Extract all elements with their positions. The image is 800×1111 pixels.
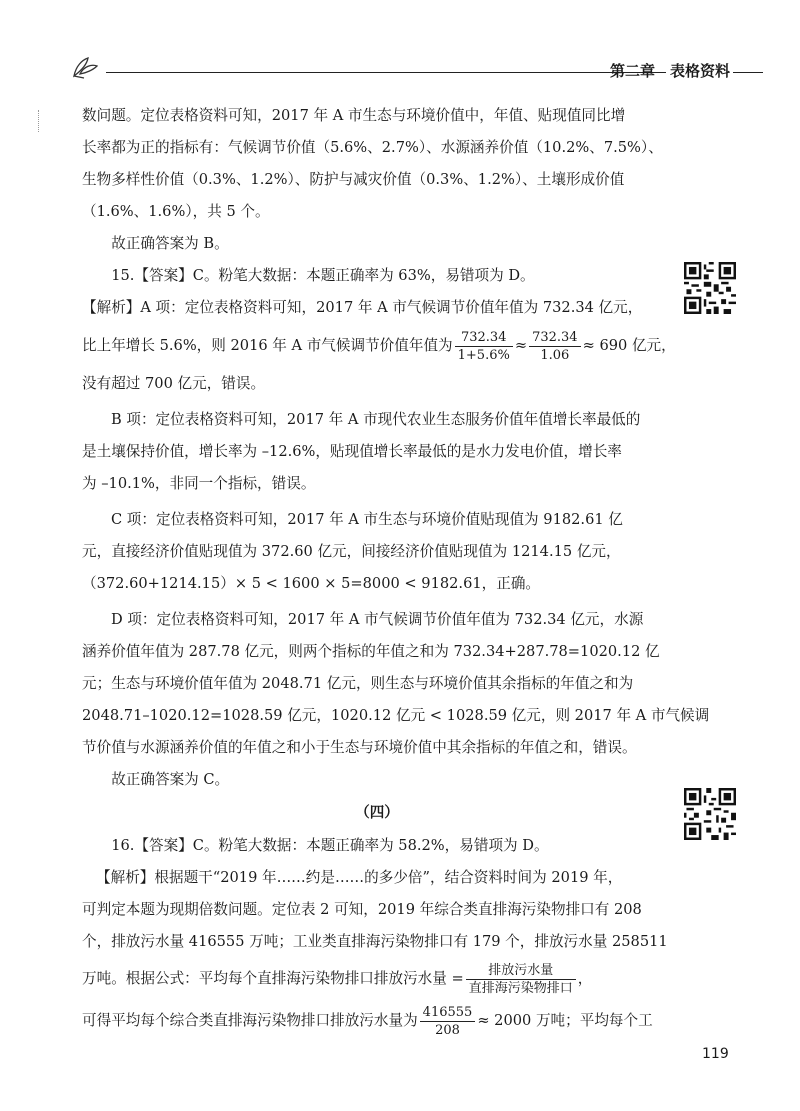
fraction [420, 1004, 476, 1039]
text-line: 涵养价值年值为 287.78 亿元，则两个指标的年值之和为 732.34+287.78=1020.12 亿 [82, 643, 660, 660]
text-line: 可判定本题为现期倍数问题。定位表 2 可知，2019 年综合类直排海污染物排口有 208 [82, 901, 642, 918]
text-line: 元，直接经济价值贴现值为 372.60 亿元，间接经济价值贴现值为 1214.15 亿元， [82, 543, 621, 560]
fraction-denominator: 1+5.6% [457, 347, 510, 363]
fraction-numerator: 排放污水量 [466, 962, 576, 980]
text-line: D 项：定位表格资料可知，2017 年 A 市气候调节价值年值为 732.34 亿元，水源 [111, 611, 644, 628]
header-rule-end [733, 72, 763, 73]
answer-line: 故正确答案为 C。 [111, 771, 230, 788]
text-line: （372.60+1214.15）× 5 < 1600 × 5=8000 < 9182.61，正确。 [82, 575, 541, 592]
page-number: 119 [702, 1046, 729, 1062]
text-line: 节价值与水源涵养价值的年值之和小于生态与环境价值中其余指标的年值之和，错误。 [82, 739, 637, 756]
text-span: 比上年增长 5.6%，则 2016 年 A 市气候调节价值年值为 [82, 337, 453, 354]
page-header [70, 50, 760, 90]
chapter-title: 第二章 表格资料 [610, 62, 731, 80]
approx-sign: ≈ [514, 337, 528, 354]
fraction-denominator: 208 [435, 1022, 460, 1038]
text-span: ≈ 2000 万吨；平均每个工 [477, 1012, 653, 1029]
question-15-analysis-b [82, 404, 672, 500]
text-line: （1.6%、1.6%），共 5 个。 [82, 203, 270, 220]
qr-code-icon[interactable] [684, 788, 736, 840]
text-line: 为 –10.1%，非同一个指标，错误。 [82, 475, 316, 492]
fraction-numerator: 416555 [420, 1004, 476, 1022]
text-line: 长率都为正的指标有：气候调节价值（5.6%、2.7%）、水源涵养价值（10.2%、7.5%）、 [82, 139, 663, 156]
header-rule [106, 72, 666, 73]
answer-line: 故正确答案为 B。 [111, 235, 229, 252]
fraction [529, 329, 581, 364]
text-line: C 项：定位表格资料可知，2017 年 A 市生态与环境价值贴现值为 9182.61 亿 [111, 511, 623, 528]
question-15-analysis-a [82, 292, 676, 400]
formula-line [82, 958, 672, 1000]
text-line: 生物多样性价值（0.3%、1.2%）、防护与减灾价值（0.3%、1.2%）、土壤形成价值 [82, 171, 625, 188]
question-15-analysis-c [82, 504, 672, 600]
question-16-answer: 16.【答案】C。粉笔大数据：本题正确率为 58.2%，易错项为 D。 [111, 837, 549, 854]
qr-code-icon[interactable] [684, 262, 736, 314]
paragraph-continued [82, 100, 672, 228]
text-line: 【解析】A 项：定位表格资料可知，2017 年 A 市气候调节价值年值为 732.34 亿元， [82, 299, 643, 316]
question-16-analysis [82, 862, 672, 1042]
question-15-analysis-d [82, 604, 710, 764]
fraction-denominator: 直排海污染物排口 [468, 980, 573, 996]
binding-mark [38, 110, 41, 132]
text-line: 是土壤保持价值，增长率为 –12.6%，贴现值增长率最低的是水力发电价值，增长率 [82, 443, 622, 460]
question-15-answer: 15.【答案】C。粉笔大数据：本题正确率为 63%，易错项为 D。 [111, 267, 535, 284]
text-span: 万吨。根据公式：平均每个直排海污染物排口排放污水量 = [82, 970, 464, 987]
fraction-numerator: 732.34 [455, 329, 513, 347]
leaf-icon [70, 52, 100, 82]
text-line: 数问题。定位表格资料可知，2017 年 A 市生态与环境价值中，年值、贴现值同比增 [82, 107, 626, 124]
page-body [82, 100, 710, 1042]
text-line: B 项：定位表格资料可知，2017 年 A 市现代农业生态服务价值年值增长率最低的 [111, 411, 641, 428]
text-line: 2048.71–1020.12=1028.59 亿元，1020.12 亿元 < 1028.59 亿元，则 2017 年 A 市气候调 [82, 707, 710, 724]
section-heading: （四） [355, 804, 399, 821]
text-line: 没有超过 700 亿元，错误。 [82, 375, 266, 392]
formula-line [82, 324, 676, 368]
text-line: 【解析】根据题干“2019 年……约是……的多少倍”，结合资料时间为 2019 年， [96, 869, 623, 886]
text-span: ≈ 690 亿元， [582, 337, 676, 354]
text-span: 可得平均每个综合类直排海污染物排口排放污水量为 [82, 1012, 418, 1029]
formula-line [82, 1000, 672, 1042]
text-span: ， [577, 970, 593, 987]
fraction-denominator: 1.06 [540, 347, 570, 363]
text-line: 个，排放污水量 416555 万吨；工业类直排海污染物排口有 179 个，排放污水量 258511 [82, 933, 668, 950]
text-line: 元；生态与环境价值年值为 2048.71 亿元，则生态与环境价值其余指标的年值之和为 [82, 675, 634, 692]
fraction-numerator: 732.34 [529, 329, 581, 347]
fraction [466, 962, 576, 997]
fraction [455, 329, 513, 364]
